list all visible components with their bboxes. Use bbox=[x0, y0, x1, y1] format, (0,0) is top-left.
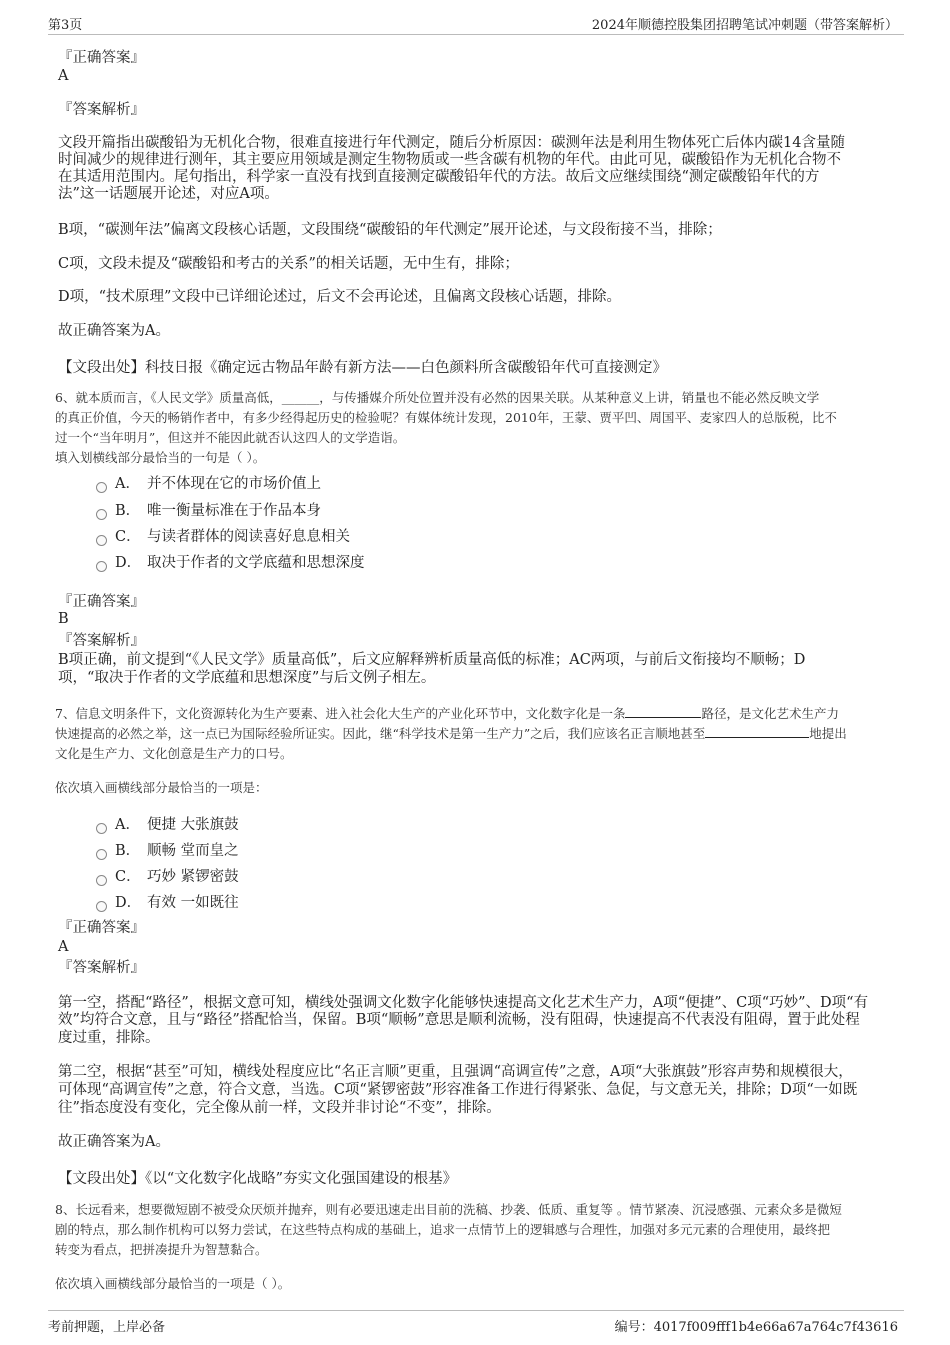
q5-analysis-line: 时间减少的规律进行测年，其主要应用领域是测定生物物质或一些含碳有机物的年代。由此可见，碳酸铅作为无机化合物不 bbox=[58, 152, 841, 168]
radio-icon[interactable] bbox=[96, 509, 107, 520]
q7-conclusion: 故正确答案为A。 bbox=[58, 1134, 170, 1150]
radio-icon[interactable] bbox=[96, 482, 107, 493]
page-number: 第3页 bbox=[48, 18, 83, 33]
q8-prompt: 依次填入画横线部分最恰当的一项是（ ）。 bbox=[55, 1276, 291, 1291]
q6-answer: B bbox=[58, 611, 69, 627]
q5-analysis-d: D项，“技术原理”文段中已详细论述过，后文不会再论述，且偏离文段核心话题，排除。 bbox=[58, 289, 621, 305]
radio-icon[interactable] bbox=[96, 561, 107, 572]
q6-option-d[interactable]: D． 取决于作者的文学底蕴和思想深度 bbox=[96, 551, 365, 571]
q7-analysis-line: 第二空，根据“甚至”可知，横线处程度应比“名正言顺”更重，且强调“高调宣传”之意，A项“大张旗鼓”形容声势和规模很大， bbox=[58, 1064, 853, 1080]
q5-analysis-c: C项，文段未提及“碳酸铅和考古的关系”的相关话题，无中生有，排除； bbox=[58, 256, 519, 272]
q7-option-b[interactable]: B． 顺畅 堂而皇之 bbox=[96, 839, 239, 859]
q5-source: 【文段出处】科技日报《确定远古物品年龄有新方法——白色颜料所含碳酸铅年代可直接测定》 bbox=[58, 360, 667, 376]
radio-icon[interactable] bbox=[96, 535, 107, 546]
page-footer bbox=[48, 1310, 904, 1335]
q8-stem-line: 8、长远看来，想要微短剧不被受众厌烦并抛弃，则有必要迅速走出目前的洗稿、抄袭、低质、重复等 。情节紧凑、沉浸感强、元素众多是微短 bbox=[55, 1202, 842, 1217]
q6-stem-line: 的真正价值，今天的畅销作者中，有多少经得起历史的检验呢？有媒体统计发现，2010年，王蒙、贾平凹、周国平、麦家四人的总版税，比不 bbox=[55, 410, 837, 425]
page-header bbox=[48, 12, 904, 35]
q6-analysis-line: 项，“取决于作者的文学底蕴和思想深度”与后文例子相左。 bbox=[58, 670, 436, 686]
q7-option-c[interactable]: C． 巧妙 紧锣密鼓 bbox=[96, 865, 239, 885]
q7-stem-line-2: 快速提高的必然之举，这一点已为国际经验所证实。因此，继“科学技术是第一生产力”之后，我们应该名正言顺地甚至 地提出 bbox=[55, 726, 847, 741]
q6-stem-line: 6、就本质而言，《人民文学》质量高低，______，与传播媒介所处位置并没有必然的因果关联。从某种意义上讲，销量也不能必然反映文学 bbox=[55, 390, 820, 405]
q7-source: 【文段出处】《以“文化数字化战略”夯实文化强国建设的根基》 bbox=[58, 1171, 458, 1187]
radio-icon[interactable] bbox=[96, 823, 107, 834]
document-code: 编号：4017f009fff1b4e66a67a764c7f43616 bbox=[614, 1320, 898, 1335]
q7-answer-label: 『正确答案』 bbox=[58, 920, 145, 936]
radio-icon[interactable] bbox=[96, 849, 107, 860]
q5-analysis-b: B项，“碳测年法”偏离文段核心话题，文段围绕“碳酸铅的年代测定”展开论述，与文段衔接不当，排除； bbox=[58, 222, 722, 238]
q5-analysis-line: 在其适用范围内。尾句指出，科学家一直没有找到直接测定碳酸铅年代的方法。故后文应继续围绕“测定碳酸铅年代的方 bbox=[58, 169, 820, 185]
q7-analysis-line: 度过重，排除。 bbox=[58, 1030, 160, 1046]
q7-analysis-line: 第一空，搭配“路径”，根据文意可知，横线处强调文化数字化能够快速提高文化艺术生产力，A项“便捷”、C项“巧妙”、D项“有 bbox=[58, 995, 869, 1011]
q6-option-c[interactable]: C． 与读者群体的阅读喜好息息相关 bbox=[96, 525, 350, 545]
q5-analysis-line: 法”这一话题展开论述，对应A项。 bbox=[58, 186, 279, 202]
q7-option-a[interactable]: A． 便捷 大张旗鼓 bbox=[96, 813, 239, 833]
q5-answer-label: 『正确答案』 bbox=[58, 50, 145, 66]
q5-analysis-label: 『答案解析』 bbox=[58, 102, 145, 118]
q5-answer: A bbox=[58, 68, 69, 84]
footer-slogan: 考前押题，上岸必备 bbox=[48, 1320, 166, 1335]
q6-option-a[interactable]: A． 并不体现在它的市场价值上 bbox=[96, 472, 321, 492]
q6-stem-line: 过一个“当年明月”，但这并不能因此就否认这四人的文学造诣。 bbox=[55, 430, 406, 445]
document-title: 2024年顺德控股集团招聘笔试冲刺题（带答案解析） bbox=[591, 18, 898, 33]
q7-analysis-label: 『答案解析』 bbox=[58, 960, 145, 976]
q7-analysis-line: 可体现“高调宣传”之意，符合文意，当选。C项“紧锣密鼓”形容准备工作进行得紧张、急促，与文意无关，排除；D项“一如既 bbox=[58, 1082, 858, 1098]
radio-icon[interactable] bbox=[96, 875, 107, 886]
blank-underline bbox=[625, 705, 701, 718]
q5-conclusion: 故正确答案为A。 bbox=[58, 323, 170, 339]
q6-analysis-label: 『答案解析』 bbox=[58, 633, 145, 649]
q7-prompt: 依次填入画横线部分最恰当的一项是： bbox=[55, 780, 268, 795]
q6-answer-label: 『正确答案』 bbox=[58, 594, 145, 610]
q7-answer: A bbox=[58, 939, 69, 955]
q7-analysis-line: 往”指态度没有变化，完全像从前一样，文段并非讨论“不变”，排除。 bbox=[58, 1100, 501, 1116]
q7-analysis-line: 效”均符合文意，且与“路径”搭配恰当，保留。B项“顺畅”意思是顺利流畅，没有阻碍，快速提高不代表没有阻碍，置于此处程 bbox=[58, 1012, 860, 1028]
q8-stem-line: 剧的特点，那么制作机构可以努力尝试，在这些特点构成的基础上，追求一点情节上的逻辑感与合理性，加强对多元元素的合理使用，最终把 bbox=[55, 1222, 831, 1237]
q7-option-d[interactable]: D． 有效 一如既往 bbox=[96, 891, 239, 911]
q8-stem-line: 转变为看点，把拼凑提升为智慧黏合。 bbox=[55, 1242, 268, 1257]
blank-underline bbox=[705, 725, 809, 738]
q7-stem-line-3: 文化是生产力、文化创意是生产力的口号。 bbox=[55, 746, 293, 761]
radio-icon[interactable] bbox=[96, 901, 107, 912]
q5-analysis-line: 文段开篇指出碳酸铅为无机化合物，很难直接进行年代测定，随后分析原因：碳测年法是利用生物体死亡后体内碳14含量随 bbox=[58, 135, 845, 151]
q6-prompt: 填入划横线部分最恰当的一句是（ ）。 bbox=[55, 450, 266, 465]
q6-analysis-line: B项正确，前文提到“《人民文学》质量高低”，后文应解释辨析质量高低的标准；AC两项，与前后文衔接均不顺畅；D bbox=[58, 652, 806, 668]
q6-option-b[interactable]: B． 唯一衡量标准在于作品本身 bbox=[96, 499, 321, 519]
q7-stem-line-1: 7、信息文明条件下，文化资源转化为生产要素、进入社会化大生产的产业化环节中，文化数字化是一条 路径，是文化艺术生产力 bbox=[55, 706, 839, 721]
